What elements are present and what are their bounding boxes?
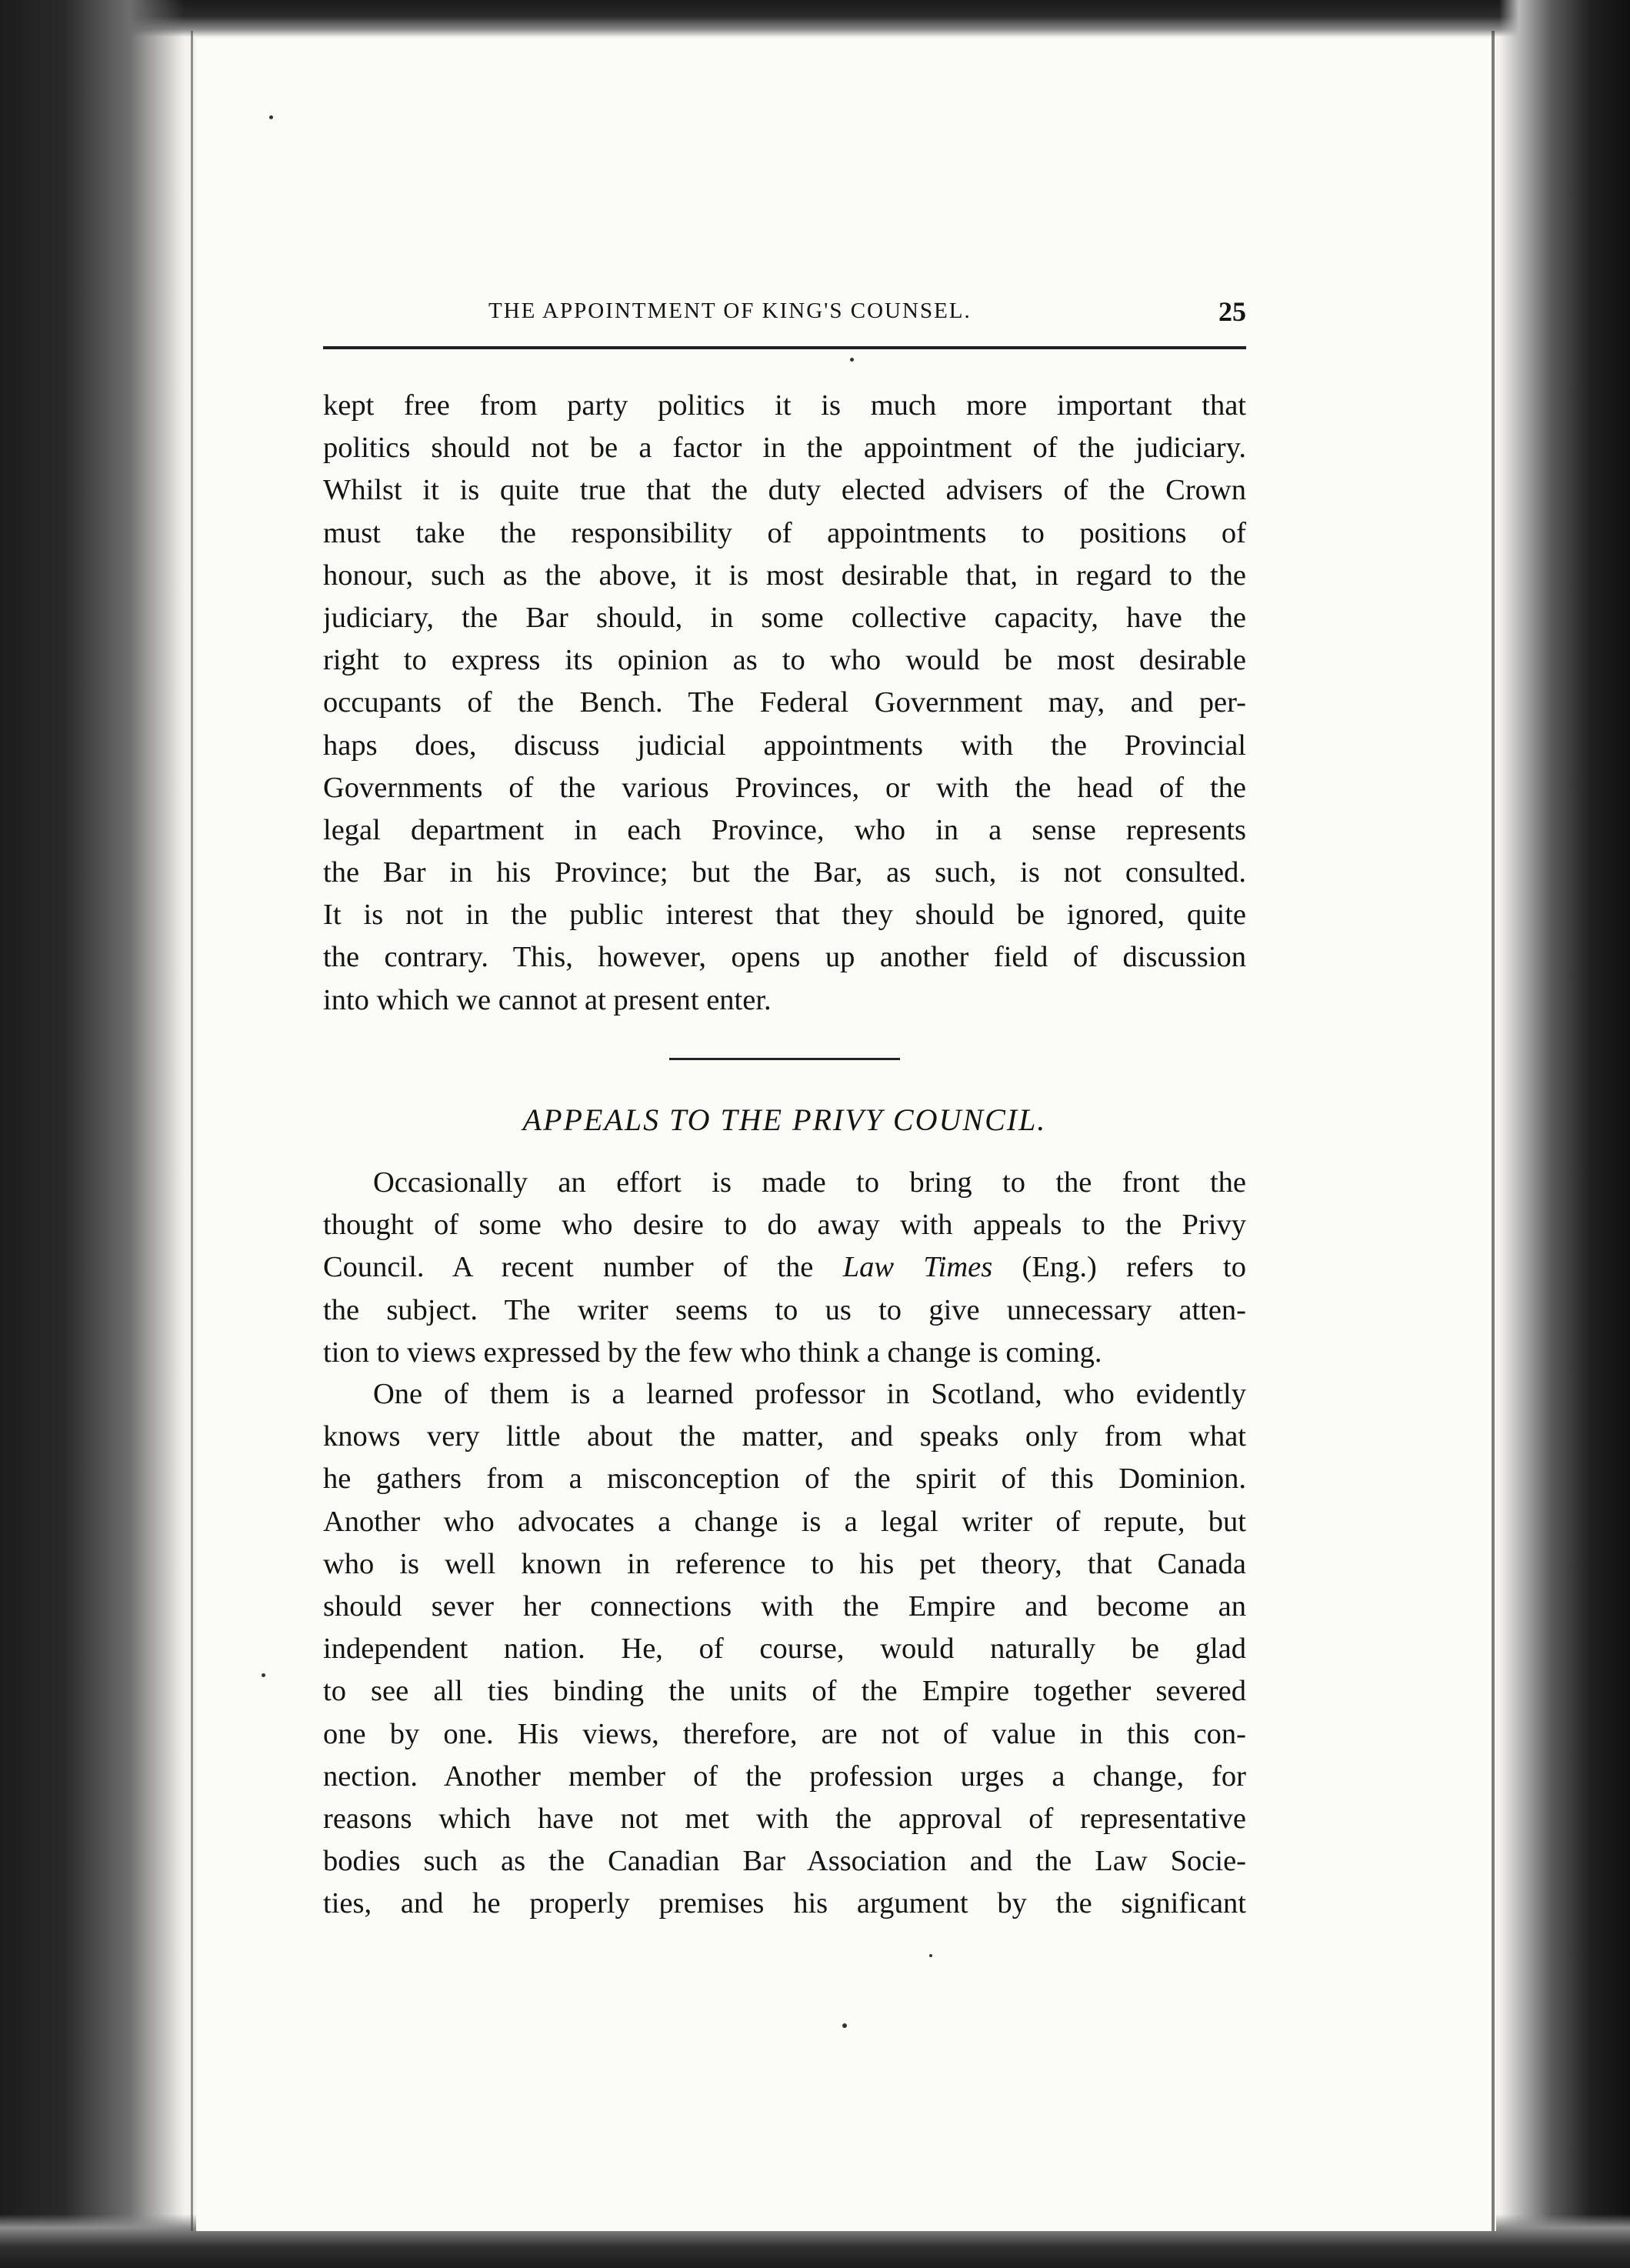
- header-rule: [323, 346, 1246, 349]
- text-fragment: Council. A recent number of the: [323, 1251, 843, 1284]
- text-line: who is well known in reference to his pet theory, that Canada: [323, 1547, 1246, 1580]
- scan-edge-left: [0, 0, 185, 2268]
- text-line: kept free from party politics it is much more important that: [323, 389, 1246, 422]
- publication-title: Law Times: [842, 1251, 993, 1284]
- text-line: honour, such as the above, it is most desirable that, in regard to the: [323, 559, 1246, 592]
- scan-speck: [842, 2023, 847, 2028]
- text-line: thought of some who desire to do away with appeals to the Privy: [323, 1209, 1246, 1242]
- scan-edge-right: [1499, 0, 1630, 2268]
- text-line: into which we cannot at present enter.: [323, 983, 772, 1016]
- scan-speck: [262, 1673, 265, 1677]
- text-line: independent nation. He, of course, would naturally be glad: [323, 1633, 1246, 1666]
- text-line: ties, and he properly premises his argument by the significant: [323, 1887, 1246, 1920]
- section-divider: [669, 1058, 900, 1060]
- text-line: tion to views expressed by the few who think a change is coming.: [323, 1336, 1102, 1369]
- text-line: politics should not be a factor in the appointment of the judiciary.: [323, 432, 1246, 465]
- scan-speck: [269, 115, 273, 119]
- text-line: legal department in each Province, who in a sense represents: [323, 813, 1246, 846]
- text-line: knows very little about the matter, and speaks only from what: [323, 1420, 1246, 1453]
- running-head: THE APPOINTMENT OF KING'S COUNSEL.: [488, 299, 972, 323]
- text-line: judiciary, the Bar should, in some collective capacity, have the: [323, 601, 1246, 634]
- scan-speck: [929, 1954, 932, 1957]
- text-line: one by one. His views, therefore, are not of value in this con-: [323, 1717, 1246, 1750]
- text-line: the subject. The writer seems to us to give unnecessary atten-: [323, 1293, 1246, 1326]
- page-header: [323, 295, 1246, 335]
- paragraph-1: [323, 385, 1246, 1022]
- text-line: occupants of the Bench. The Federal Government may, and per-: [323, 686, 1246, 719]
- text-line: bodies such as the Canadian Bar Association and the Law Socie-: [323, 1845, 1246, 1878]
- text-line: reasons which have not met with the approval of representative: [323, 1802, 1246, 1835]
- text-line: the Bar in his Province; but the Bar, as such, is not consulted.: [323, 856, 1246, 889]
- binding-gutter-right: [1492, 31, 1495, 2231]
- paragraph-3: [323, 1373, 1246, 1925]
- text-line: he gathers from a misconception of the spirit of this Dominion.: [323, 1463, 1246, 1496]
- text-line: Governments of the various Provinces, or with the head of the: [323, 771, 1246, 804]
- text-line: to see all ties binding the units of the Empire together severed: [323, 1675, 1246, 1708]
- text-line: One of them is a learned professor in Scotland, who evidently: [373, 1378, 1246, 1410]
- text-fragment: (Eng.) refers to: [992, 1251, 1246, 1284]
- scan-edge-top: [0, 0, 1630, 37]
- text-line: the contrary. This, however, opens up another field of discussion: [323, 941, 1246, 974]
- text-line: Whilst it is quite true that the duty elected advisers of the Crown: [323, 474, 1246, 507]
- text-line: Another who advocates a change is a legal writer of repute, but: [323, 1505, 1246, 1538]
- binding-gutter-left: [191, 31, 193, 2231]
- scan-speck: [850, 358, 854, 362]
- text-line: nection. Another member of the profession urges a change, for: [323, 1759, 1246, 1793]
- text-line: It is not in the public interest that they should be ignored, quite: [323, 899, 1246, 932]
- text-line: should sever her connections with the Empire and become an: [323, 1589, 1246, 1623]
- section-heading: APPEALS TO THE PRIVY COUNCIL.: [522, 1102, 1047, 1137]
- text-line: Occasionally an effort is made to bring to the front the: [373, 1166, 1246, 1199]
- text-line: must take the responsibility of appointments to positions of: [323, 516, 1246, 549]
- page-number: 25: [1218, 296, 1246, 327]
- text-line: right to express its opinion as to who would be most desirable: [323, 644, 1246, 677]
- text-line: haps does, discuss judicial appointments with the Provincial: [323, 729, 1246, 762]
- text-line: [323, 1246, 1246, 1289]
- paragraph-2: [323, 1162, 1246, 1374]
